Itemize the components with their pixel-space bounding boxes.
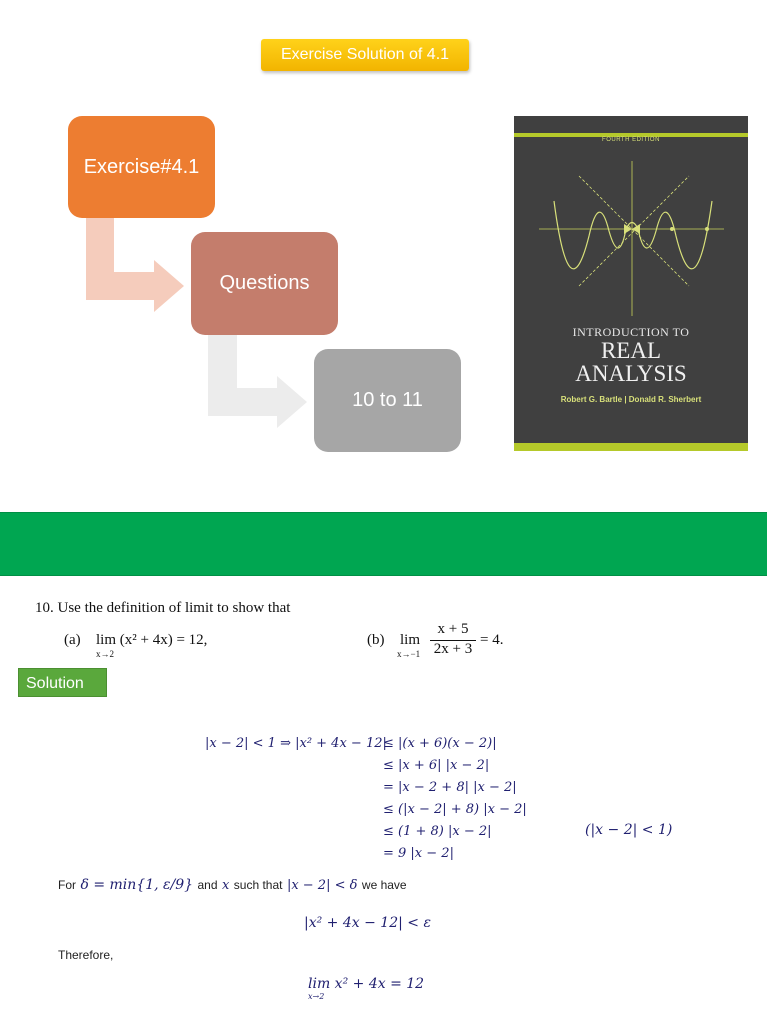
part-b-subscript: x→−1 (397, 649, 421, 659)
delta-sentence (58, 876, 407, 894)
book-title-line3: ANALYSIS (575, 361, 687, 386)
book-authors: Robert G. Bartle | Donald R. Sherbert (560, 395, 702, 404)
solution-label: Solution (18, 668, 107, 697)
arrow-1 (86, 218, 184, 312)
side-condition: (|x − 2| < 1) (585, 822, 673, 838)
section-divider-bar (0, 512, 767, 576)
delta-text-and: and (197, 878, 218, 892)
solution-line-lhs: |x − 2| < 1 ⇒ |x² + 4x − 12| (205, 736, 387, 751)
book-cover-image (514, 116, 748, 451)
flowchart-step-questions: Questions (191, 232, 338, 335)
final-limit: lim x² + 4x = 12 (308, 976, 425, 992)
solution-line: ≤ (1 + 8) |x − 2| (383, 824, 492, 839)
part-b-label: (b) (367, 632, 385, 648)
book-bottom-stripe (514, 443, 748, 451)
part-a-expression: lim (x² + 4x) = 12, (96, 632, 208, 648)
delta-text-we-have: we have (361, 878, 407, 892)
solution-line: = 9 |x − 2| (383, 846, 454, 861)
part-a-label: (a) (64, 632, 81, 648)
therefore-text: Therefore, (58, 948, 114, 962)
arrow-2 (208, 335, 307, 428)
delta-text-such-that: such that (233, 878, 283, 892)
part-b-lim: lim (400, 632, 421, 648)
solution-line: ≤ |(x + 6)(x − 2)| (383, 736, 497, 751)
solution-line: = |x − 2 + 8| |x − 2| (383, 780, 517, 795)
delta-definition: δ = min{1, ε/9} (80, 877, 194, 893)
delta-text-for: For (58, 878, 76, 892)
title-banner: Exercise Solution of 4.1 (261, 39, 469, 71)
book-cover-graph (514, 156, 748, 326)
flowchart-step-exercise: Exercise#4.1 (68, 116, 215, 218)
solution-line: ≤ (|x − 2| + 8) |x − 2| (383, 802, 527, 817)
problem-statement: 10. Use the definition of limit to show that (35, 600, 291, 616)
part-b-denominator: 2x + 3 (433, 641, 473, 657)
book-title-line2: REAL (600, 338, 662, 363)
part-b-numerator: x + 5 (437, 621, 469, 637)
part-a-subscript: x→2 (96, 649, 114, 659)
solution-line: ≤ |x + 6| |x − 2| (383, 758, 490, 773)
flowchart-step-range: 10 to 11 (314, 349, 461, 452)
part-b-rhs: = 4. (480, 632, 504, 648)
delta-var-x: x (221, 878, 230, 893)
delta-condition: |x − 2| < δ (286, 878, 358, 893)
book-title-line1: INTRODUCTION TO (572, 325, 690, 339)
final-limit-subscript: x→2 (308, 992, 325, 1001)
book-edition: FOURTH EDITION (602, 137, 660, 143)
result-inequality: |x² + 4x − 12| < ε (304, 915, 431, 931)
